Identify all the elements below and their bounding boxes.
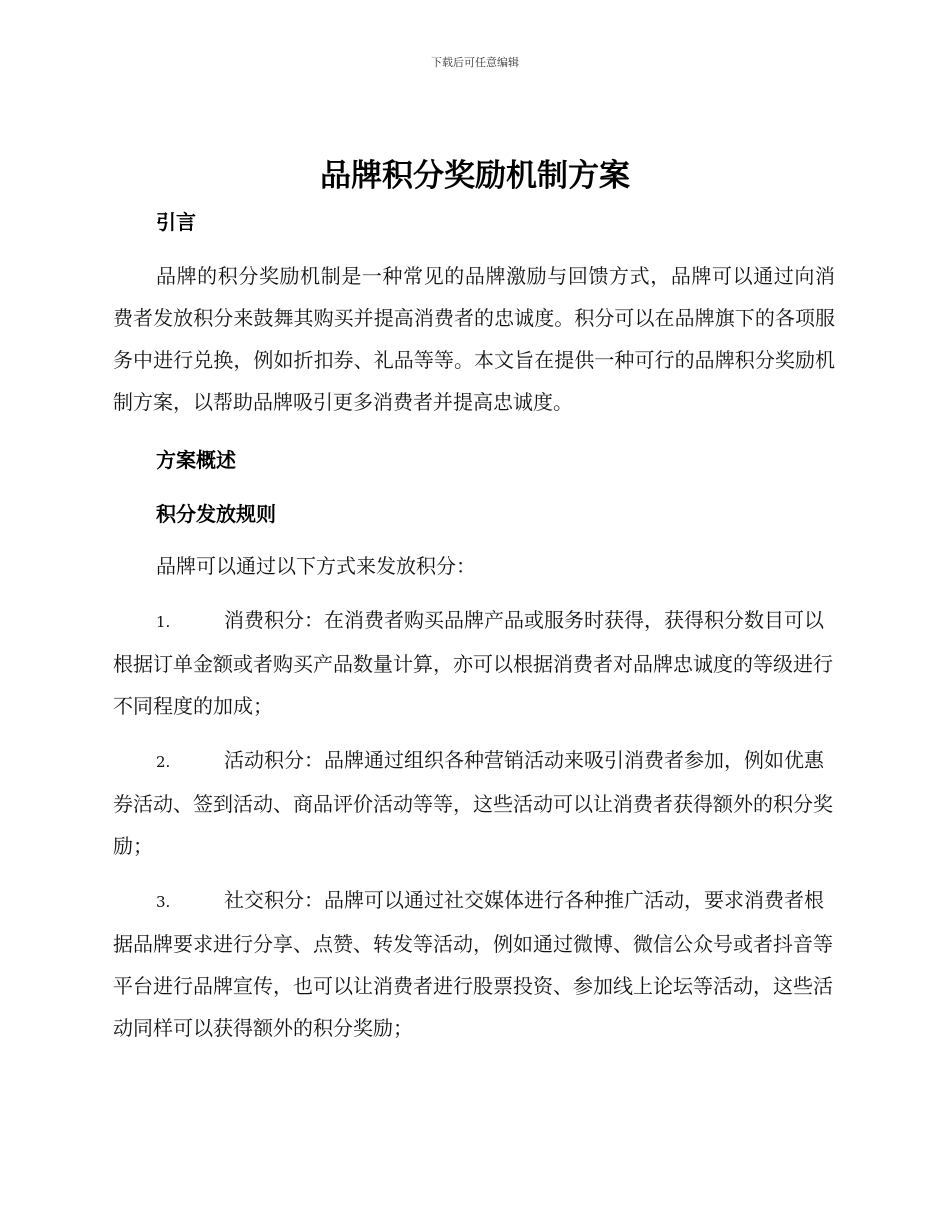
list-item <box>113 879 835 1049</box>
list-item-number: 1. <box>156 613 171 631</box>
list-item-text: 消费积分：在消费者购买品牌产品或服务时获得，获得积分数目可以根据订单金额或者购买产品数量计算，亦可以根据消费者对品牌忠诚度的等级进行不同程度的加成； <box>113 608 833 718</box>
document-title: 品牌积分奖励机制方案 <box>320 158 630 194</box>
list-item-number: 3. <box>156 893 171 911</box>
section-heading-rules: 积分发放规则 <box>156 502 276 526</box>
section-heading-overview: 方案概述 <box>156 448 236 472</box>
list-item-number: 2. <box>156 753 171 771</box>
intro-paragraph: 品牌的积分奖励机制是一种常见的品牌激励与回馈方式，品牌可以通过向消费者发放积分来鼓舞其购买并提高消费者的忠诚度。积分可以在品牌旗下的各项服务中进行兑换，例如折扣券、礼品等等。本文旨在提供一种可行的品牌积分奖励机制方案，以帮助品牌吸引更多消费者并提高忠诚度。 <box>113 264 835 414</box>
list-item <box>113 739 835 867</box>
rules-lead-paragraph: 品牌可以通过以下方式来发放积分： <box>156 554 476 578</box>
list-item-text: 社交积分：品牌可以通过社交媒体进行各种推广活动，要求消费者根据品牌要求进行分享、点赞、转发等活动，例如通过微博、微信公众号或者抖音等平台进行品牌宣传，也可以让消费者进行股票投资、参加线上论坛等活动，这些活动同样可以获得额外的积分奖励； <box>113 888 833 1040</box>
list-item <box>113 599 835 727</box>
list-item-text: 活动积分：品牌通过组织各种营销活动来吸引消费者参加，例如优惠券活动、签到活动、商品评价活动等等，这些活动可以让消费者获得额外的积分奖励； <box>113 748 833 858</box>
section-heading-intro: 引言 <box>156 210 196 234</box>
header-note: 下载后可任意编辑 <box>431 56 519 69</box>
